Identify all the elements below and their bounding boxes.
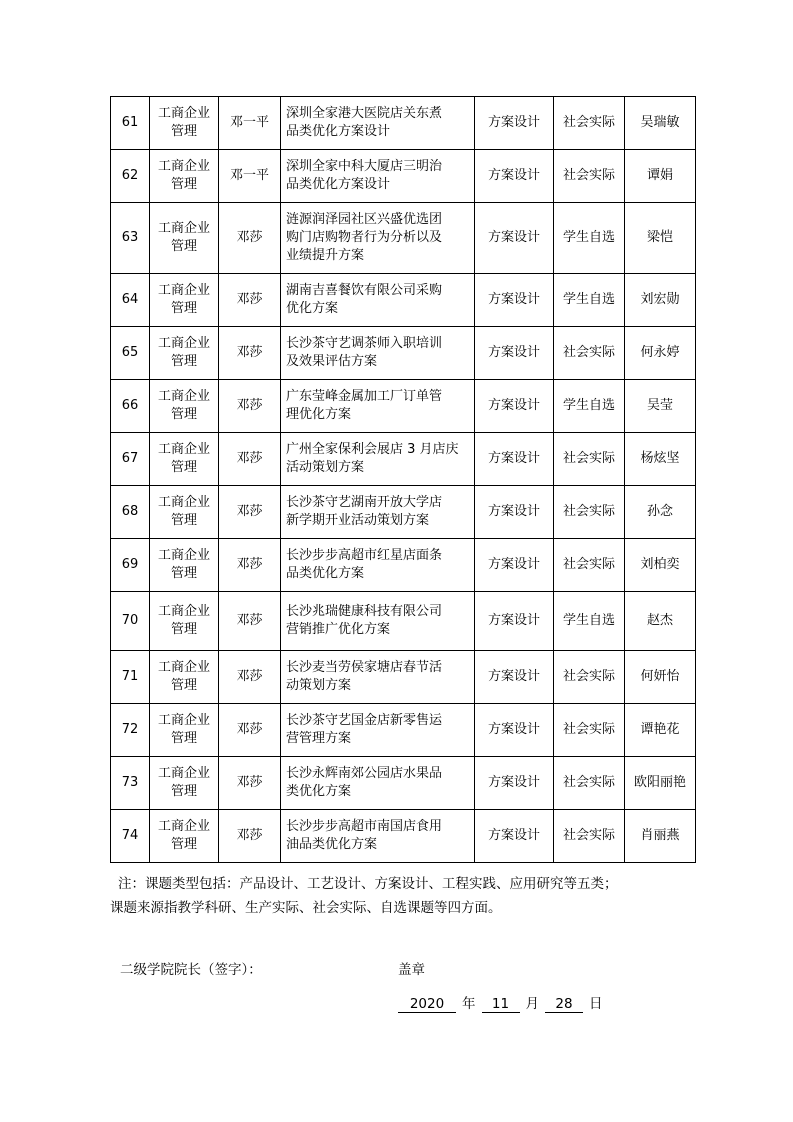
major-cell-line: 工商企业 <box>157 336 210 351</box>
topic-source-cell: 社会实际 <box>554 651 625 704</box>
topic-title-cell-line: 及效果评估方案 <box>286 354 378 369</box>
topic-source-cell: 社会实际 <box>554 486 625 539</box>
advisor-cell: 邓莎 <box>219 810 281 863</box>
row-number: 63 <box>111 203 150 274</box>
topic-title-cell-line: 长沙茶守艺调茶师入职培训 <box>286 336 443 351</box>
student-cell: 杨炫坚 <box>625 433 696 486</box>
major-cell-line: 工商企业 <box>157 283 210 298</box>
topic-title-cell <box>281 327 475 380</box>
table-row <box>111 810 696 863</box>
topic-title-cell-line: 理优化方案 <box>286 407 352 422</box>
major-cell-line: 管理 <box>170 513 197 528</box>
major-cell <box>150 651 219 704</box>
topic-source-cell: 社会实际 <box>554 327 625 380</box>
topic-type-cell: 方案设计 <box>475 651 554 704</box>
topic-type-cell: 方案设计 <box>475 539 554 592</box>
major-cell-line: 管理 <box>170 678 197 693</box>
major-cell-line: 工商企业 <box>157 766 210 781</box>
advisor-cell: 邓莎 <box>219 651 281 704</box>
row-number: 74 <box>111 810 150 863</box>
topic-title-cell <box>281 97 475 150</box>
student-cell: 吴瑞敏 <box>625 97 696 150</box>
major-cell <box>150 433 219 486</box>
signature-date <box>398 992 609 1013</box>
table-row <box>111 486 696 539</box>
advisor-cell: 邓莎 <box>219 592 281 651</box>
topic-title-cell-line: 涟源润泽园社区兴盛优选团 <box>286 212 443 227</box>
topic-title-cell <box>281 274 475 327</box>
topic-title-cell-line: 湖南吉喜餐饮有限公司采购 <box>286 283 443 298</box>
topic-title-cell-line: 长沙永辉南郊公园店水果品 <box>286 766 443 781</box>
student-cell: 孙念 <box>625 486 696 539</box>
topic-title-cell-line: 优化方案 <box>286 301 339 316</box>
student-cell: 梁恺 <box>625 203 696 274</box>
major-cell-line: 工商企业 <box>157 389 210 404</box>
table-row <box>111 704 696 757</box>
topic-title-cell-line: 长沙茶守艺湖南开放大学店 <box>286 495 443 510</box>
student-cell: 何永婷 <box>625 327 696 380</box>
table-row <box>111 274 696 327</box>
major-cell-line: 管理 <box>170 239 197 254</box>
topic-source-cell: 社会实际 <box>554 704 625 757</box>
major-cell <box>150 810 219 863</box>
student-cell: 谭艳花 <box>625 704 696 757</box>
table-row <box>111 203 696 274</box>
major-cell-line: 工商企业 <box>157 548 210 563</box>
table-row <box>111 327 696 380</box>
topic-type-cell: 方案设计 <box>475 327 554 380</box>
advisor-cell: 邓莎 <box>219 704 281 757</box>
topic-title-cell-line: 深圳全家港大医院店关东煮 <box>286 106 443 121</box>
major-cell-line: 工商企业 <box>157 604 210 619</box>
topic-source-cell: 学生自选 <box>554 592 625 651</box>
major-cell <box>150 486 219 539</box>
topic-source-cell: 学生自选 <box>554 380 625 433</box>
student-cell: 何妍怡 <box>625 651 696 704</box>
major-cell <box>150 274 219 327</box>
row-number: 66 <box>111 380 150 433</box>
major-cell <box>150 704 219 757</box>
major-cell-line: 工商企业 <box>157 660 210 675</box>
major-cell <box>150 150 219 203</box>
topic-title-cell-line: 品类优化方案设计 <box>286 177 391 192</box>
major-cell-line: 管理 <box>170 566 197 581</box>
major-cell-line: 管理 <box>170 407 197 422</box>
row-number: 70 <box>111 592 150 651</box>
table-row <box>111 150 696 203</box>
major-cell-line: 管理 <box>170 460 197 475</box>
major-cell-line: 工商企业 <box>157 819 210 834</box>
topic-title-cell-line: 长沙步步高超市南国店食用 <box>286 819 443 834</box>
topic-title-cell-line: 长沙麦当劳侯家塘店春节活 <box>286 660 443 675</box>
topic-source-cell: 社会实际 <box>554 433 625 486</box>
advisor-cell: 邓莎 <box>219 203 281 274</box>
date-day-unit: 日 <box>589 996 603 1012</box>
topic-title-cell <box>281 203 475 274</box>
topic-title-cell-line: 类优化方案 <box>286 784 352 799</box>
topic-type-cell: 方案设计 <box>475 592 554 651</box>
topic-title-cell-line: 长沙茶守艺国金店新零售运 <box>286 713 443 728</box>
student-cell: 谭娟 <box>625 150 696 203</box>
topic-title-cell-line: 业绩提升方案 <box>286 248 365 263</box>
topic-type-cell: 方案设计 <box>475 380 554 433</box>
topic-type-cell: 方案设计 <box>475 810 554 863</box>
topic-type-cell: 方案设计 <box>475 150 554 203</box>
topic-title-cell-line: 活动策划方案 <box>286 460 365 475</box>
advisor-cell: 邓一平 <box>219 97 281 150</box>
topic-source-cell: 社会实际 <box>554 539 625 592</box>
row-number: 65 <box>111 327 150 380</box>
topic-title-cell <box>281 810 475 863</box>
major-cell-line: 工商企业 <box>157 442 210 457</box>
major-cell <box>150 592 219 651</box>
major-cell <box>150 203 219 274</box>
major-cell-line: 工商企业 <box>157 221 210 236</box>
dean-signature-label: 二级学院院长（签字）： <box>120 962 262 978</box>
date-month: 11 <box>482 996 520 1013</box>
topic-title-cell-line: 营管理方案 <box>286 731 352 746</box>
row-number: 73 <box>111 757 150 810</box>
topic-type-cell: 方案设计 <box>475 757 554 810</box>
advisor-cell: 邓莎 <box>219 433 281 486</box>
footnote-line-2: 课题来源指教学科研、生产实际、社会实际、自选课题等四方面。 <box>110 900 502 916</box>
topic-title-cell-line: 深圳全家中科大厦店三明治 <box>286 159 443 174</box>
date-month-unit: 月 <box>525 996 539 1012</box>
major-cell-line: 管理 <box>170 731 197 746</box>
major-cell <box>150 97 219 150</box>
student-cell: 赵杰 <box>625 592 696 651</box>
major-cell-line: 管理 <box>170 837 197 852</box>
row-number: 68 <box>111 486 150 539</box>
topics-table <box>110 96 696 863</box>
topic-source-cell: 社会实际 <box>554 150 625 203</box>
topic-title-cell <box>281 433 475 486</box>
table-row <box>111 97 696 150</box>
student-cell: 刘宏勋 <box>625 274 696 327</box>
table-row <box>111 757 696 810</box>
student-cell: 刘柏奕 <box>625 539 696 592</box>
footnote-line-1: 注：课题类型包括：产品设计、工艺设计、方案设计、工程实践、应用研究等五类； <box>118 876 618 892</box>
advisor-cell: 邓莎 <box>219 327 281 380</box>
date-year-unit: 年 <box>462 996 476 1012</box>
topic-title-cell <box>281 651 475 704</box>
topic-title-cell-line: 动策划方案 <box>286 678 352 693</box>
topic-type-cell: 方案设计 <box>475 97 554 150</box>
topic-title-cell-line: 长沙兆瑞健康科技有限公司 <box>286 604 443 619</box>
major-cell-line: 工商企业 <box>157 495 210 510</box>
footnote <box>110 872 718 920</box>
topic-type-cell: 方案设计 <box>475 486 554 539</box>
table-row <box>111 433 696 486</box>
topic-source-cell: 社会实际 <box>554 810 625 863</box>
topic-type-cell: 方案设计 <box>475 274 554 327</box>
topic-type-cell: 方案设计 <box>475 203 554 274</box>
row-number: 72 <box>111 704 150 757</box>
advisor-cell: 邓莎 <box>219 539 281 592</box>
topic-title-cell-line: 购门店购物者行为分析以及 <box>286 230 443 245</box>
topic-type-cell: 方案设计 <box>475 704 554 757</box>
advisor-cell: 邓一平 <box>219 150 281 203</box>
topic-title-cell <box>281 704 475 757</box>
topic-title-cell-line: 长沙步步高超市红星店面条 <box>286 548 443 563</box>
topics-table-body <box>111 97 696 863</box>
major-cell-line: 管理 <box>170 124 197 139</box>
seal-label: 盖章 <box>398 962 425 978</box>
row-number: 69 <box>111 539 150 592</box>
topic-source-cell: 学生自选 <box>554 274 625 327</box>
advisor-cell: 邓莎 <box>219 380 281 433</box>
row-number: 71 <box>111 651 150 704</box>
row-number: 64 <box>111 274 150 327</box>
topic-source-cell: 社会实际 <box>554 757 625 810</box>
table-row <box>111 380 696 433</box>
topic-title-cell <box>281 486 475 539</box>
topic-title-cell-line: 品类优化方案 <box>286 566 365 581</box>
topic-title-cell <box>281 592 475 651</box>
topic-title-cell <box>281 150 475 203</box>
topic-title-cell <box>281 539 475 592</box>
topic-title-cell-line: 品类优化方案设计 <box>286 124 391 139</box>
student-cell: 吴莹 <box>625 380 696 433</box>
major-cell-line: 工商企业 <box>157 713 210 728</box>
topic-title-cell-line: 营销推广优化方案 <box>286 622 391 637</box>
advisor-cell: 邓莎 <box>219 757 281 810</box>
student-cell: 肖丽燕 <box>625 810 696 863</box>
row-number: 62 <box>111 150 150 203</box>
topic-source-cell: 学生自选 <box>554 203 625 274</box>
table-row <box>111 651 696 704</box>
student-cell: 欧阳丽艳 <box>625 757 696 810</box>
major-cell <box>150 327 219 380</box>
major-cell <box>150 380 219 433</box>
table-row <box>111 592 696 651</box>
major-cell-line: 管理 <box>170 301 197 316</box>
major-cell-line: 工商企业 <box>157 159 210 174</box>
row-number: 67 <box>111 433 150 486</box>
table-row <box>111 539 696 592</box>
major-cell-line: 工商企业 <box>157 106 210 121</box>
topic-title-cell <box>281 380 475 433</box>
topic-title-cell-line: 广东莹峰金属加工厂订单管 <box>286 389 443 404</box>
major-cell-line: 管理 <box>170 177 197 192</box>
topic-title-cell-line: 广州全家保利会展店 3 月店庆 <box>286 442 459 457</box>
advisor-cell: 邓莎 <box>219 274 281 327</box>
major-cell <box>150 757 219 810</box>
topic-title-cell-line: 新学期开业活动策划方案 <box>286 513 430 528</box>
date-year: 2020 <box>398 996 456 1013</box>
major-cell-line: 管理 <box>170 354 197 369</box>
date-day: 28 <box>545 996 583 1013</box>
major-cell-line: 管理 <box>170 622 197 637</box>
major-cell-line: 管理 <box>170 784 197 799</box>
advisor-cell: 邓莎 <box>219 486 281 539</box>
major-cell <box>150 539 219 592</box>
topic-title-cell <box>281 757 475 810</box>
topic-source-cell: 社会实际 <box>554 97 625 150</box>
topic-type-cell: 方案设计 <box>475 433 554 486</box>
topic-title-cell-line: 油品类优化方案 <box>286 837 378 852</box>
row-number: 61 <box>111 97 150 150</box>
